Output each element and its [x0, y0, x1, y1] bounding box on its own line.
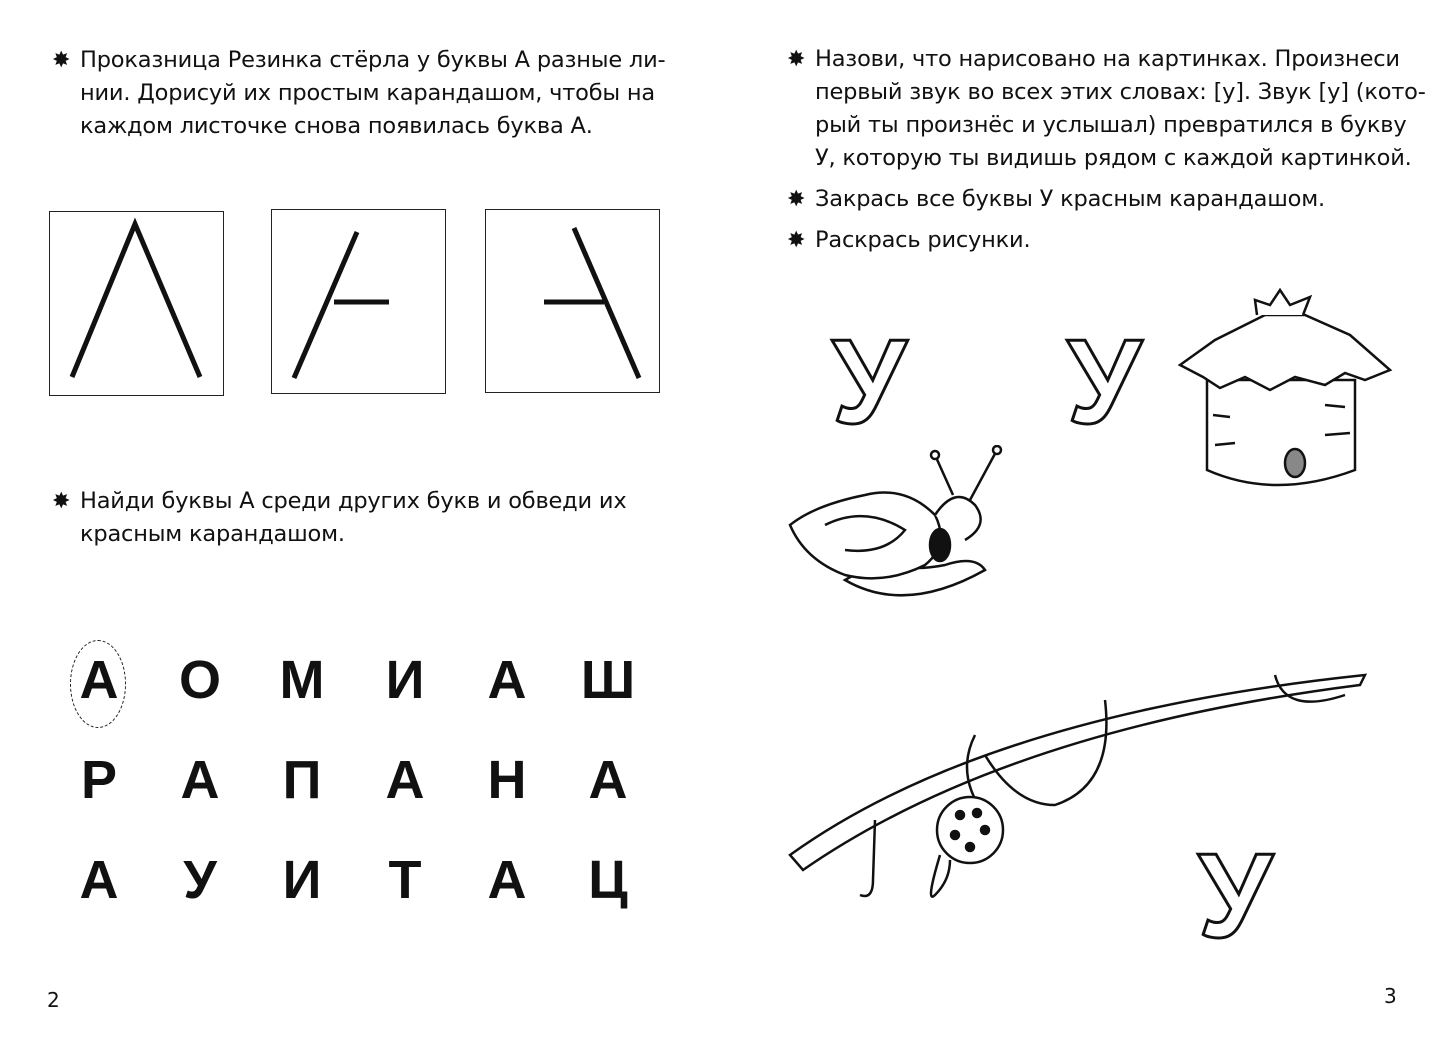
partial-letter-a-drawing	[50, 212, 225, 397]
partial-letter-a-drawing	[486, 210, 661, 394]
task-text: рый ты произнёс и услышал) превратился в букву	[815, 112, 1407, 138]
grid-letter[interactable]: А	[79, 850, 119, 910]
grid-letter[interactable]: Ш	[580, 650, 636, 710]
star-icon: ✸	[787, 47, 806, 72]
grid-letter[interactable]: А	[588, 750, 628, 810]
grid-letter[interactable]: П	[282, 750, 322, 810]
partial-letter-a-drawing	[272, 210, 447, 395]
grid-letter[interactable]: У	[183, 850, 217, 910]
grid-letter[interactable]: А	[385, 750, 425, 810]
task-text: Найди буквы А среди других букв и обведи их	[80, 488, 627, 514]
task-text: первый звук во всех этих словах: [у]. Звук [у] (кото-	[815, 79, 1426, 105]
fishing-rod-drawing[interactable]	[785, 655, 1375, 940]
task-text: каждом листочке снова появилась буква А.	[80, 113, 593, 139]
task-text: У, которую ты видишь рядом с каждой картинкой.	[815, 145, 1412, 171]
grid-letter[interactable]: Н	[487, 750, 527, 810]
task-text: Закрась все буквы У красным карандашом.	[815, 186, 1325, 212]
page-number: 2	[47, 988, 60, 1012]
grid-letter[interactable]: А	[487, 650, 527, 710]
outline-letter-u[interactable]: У	[832, 315, 907, 449]
star-icon: ✸	[52, 489, 71, 514]
grid-letter[interactable]: Ц	[588, 850, 628, 910]
task-text: Назови, что нарисовано на картинках. Произнеси	[815, 46, 1400, 72]
letter-box-1[interactable]	[49, 211, 224, 396]
grid-letter[interactable]: А	[180, 750, 220, 810]
grid-letter[interactable]: И	[385, 650, 425, 710]
task-text: Раскрась рисунки.	[815, 227, 1031, 253]
outline-letter-u[interactable]: У	[1067, 315, 1142, 449]
outline-letter-u[interactable]: У	[1198, 829, 1273, 963]
letter-box-3[interactable]	[485, 209, 660, 393]
letter-box-2[interactable]	[271, 209, 446, 394]
task-text: красным карандашом.	[80, 521, 345, 547]
grid-letter[interactable]: М	[279, 650, 325, 710]
task-text: нии. Дорисуй их простым карандашом, чтобы на	[80, 80, 655, 106]
snail-drawing[interactable]	[785, 445, 1015, 620]
grid-letter[interactable]: А	[487, 850, 527, 910]
star-icon: ✸	[52, 48, 71, 73]
star-icon: ✸	[787, 187, 806, 212]
grid-letter[interactable]: О	[178, 650, 221, 710]
hut-drawing[interactable]	[1175, 285, 1400, 500]
grid-letter[interactable]: И	[282, 850, 322, 910]
page-number: 3	[1384, 984, 1397, 1008]
grid-letter[interactable]: Т	[388, 850, 422, 910]
grid-letter[interactable]: Р	[80, 750, 118, 810]
task-text: Проказница Резинка стёрла у буквы А разные ли-	[80, 47, 666, 73]
star-icon: ✸	[787, 228, 806, 253]
grid-letter[interactable]: А	[79, 650, 119, 710]
